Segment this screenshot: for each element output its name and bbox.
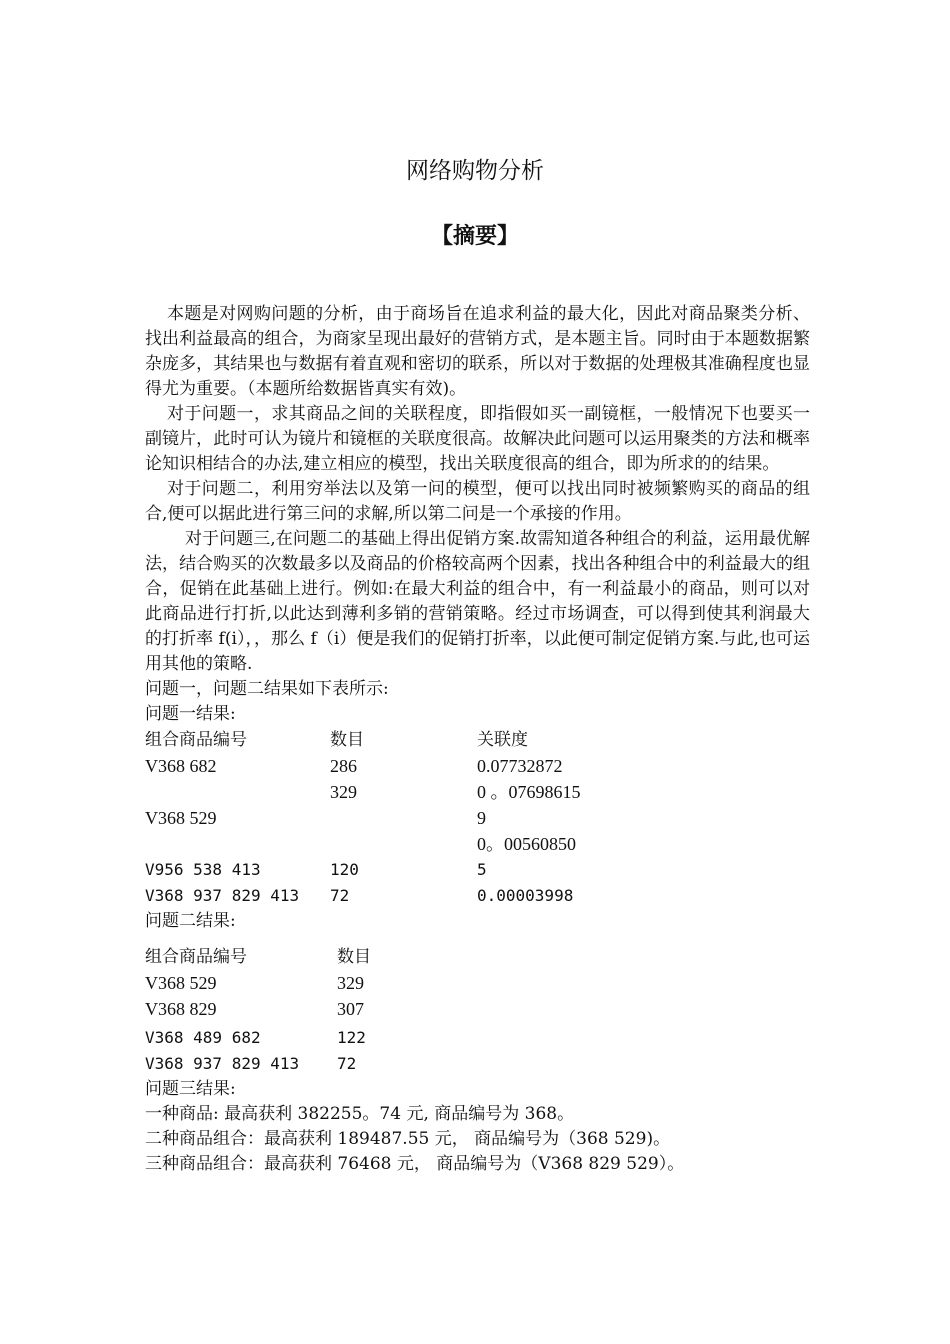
q1-association: 0.07732872 xyxy=(477,756,563,776)
table-row xyxy=(145,779,810,805)
paragraph-question-1: 对于问题一，求其商品之间的关联程度，即指假如买一副镜框，一般情况下也要买一副镜片，此时可认为镜片和镜框的关联度很高。故解决此问题可以运用聚类的方法和概率论知识相结合的办法,建立相应的模型，找出关联度很高的组合，即为所求的的结果。 xyxy=(145,404,810,474)
table-row xyxy=(145,805,810,831)
q1-count: 120 xyxy=(330,860,359,879)
q3-result-one-item: 一种商品: 最高获利 382255。74 元, 商品编号为 368。 xyxy=(145,1104,575,1124)
q2-header-combo: 组合商品编号 xyxy=(145,947,247,967)
q2-count: 72 xyxy=(337,1054,357,1073)
table-row xyxy=(145,857,810,883)
q1-combo: V368 937 829 413 xyxy=(145,886,300,905)
q3-result-two-items: 二种商品组合：最高获利 189487.55 元， 商品编号为（368 529)。 xyxy=(145,1129,671,1149)
q3-result-three-items: 三种商品组合：最高获利 76468 元， 商品编号为（V368 829 529）。 xyxy=(145,1154,685,1174)
q1-association: 5 xyxy=(477,860,487,879)
q2-header-row xyxy=(145,944,810,970)
q1-header-combo: 组合商品编号 xyxy=(145,730,247,750)
q1-combo: V368 529 xyxy=(145,808,217,828)
table-row xyxy=(145,831,810,857)
q1-association: 0 。07698615 xyxy=(477,782,581,802)
q3-heading: 问题三结果: xyxy=(145,1079,236,1099)
q1-count: 329 xyxy=(330,782,357,802)
q1-combo: V368 682 xyxy=(145,756,217,776)
results-intro: 问题一，问题二结果如下表所示: xyxy=(145,679,389,699)
q1-count: 286 xyxy=(330,756,357,776)
table-row xyxy=(145,753,810,779)
table-row xyxy=(145,996,810,1022)
q2-heading: 问题二结果: xyxy=(145,911,236,931)
q1-combo: V956 538 413 xyxy=(145,860,261,879)
table-row xyxy=(145,970,810,996)
table-row xyxy=(145,1025,810,1051)
q2-combo: V368 937 829 413 xyxy=(145,1054,300,1073)
q2-combo: V368 529 xyxy=(145,973,217,993)
q1-heading: 问题一结果: xyxy=(145,704,236,724)
document-title: 网络购物分析 xyxy=(406,158,544,184)
q1-count: 72 xyxy=(330,886,350,905)
paragraph-question-3: 对于问题三,在问题二的基础上得出促销方案.故需知道各种组合的利益，运用最优解法，结合购买的次数最多以及商品的价格较高两个因素，找出各种组合中的利益最大的组合，促销在此基础上进行。例如:在最大利益的组合中，有一利益最小的商品，则可以对此商品进行打折,以此达到薄利多销的营销策略。经过市场调查，可以得到使其利润最大的打折率 f(i），，那么 f（i）便是我们的促销打折率，以此便可制定促销方案.与此,也可运用其他的策略. xyxy=(145,529,810,674)
q2-combo: V368 829 xyxy=(145,999,217,1019)
document-body xyxy=(145,302,810,1177)
q1-association: 0。00560850 xyxy=(477,834,576,854)
abstract-heading: 【摘要】 xyxy=(430,224,519,249)
q2-table xyxy=(145,944,810,1077)
q1-table xyxy=(145,727,810,909)
q1-header-count: 数目 xyxy=(330,730,364,750)
q2-header-count: 数目 xyxy=(337,947,371,967)
q2-combo: V368 489 682 xyxy=(145,1028,261,1047)
paragraph-question-2: 对于问题二，利用穷举法以及第一问的模型，便可以找出同时被频繁购买的商品的组合,便可以据此进行第三问的求解,所以第二问是一个承接的作用。 xyxy=(145,479,810,524)
q2-count: 307 xyxy=(337,999,364,1019)
q1-header-association: 关联度 xyxy=(477,730,528,750)
q2-count: 122 xyxy=(337,1028,366,1047)
q1-association: 0.00003998 xyxy=(477,886,574,905)
q1-header-row xyxy=(145,727,810,753)
paragraph-intro: 本题是对网购问题的分析，由于商场旨在追求利益的最大化，因此对商品聚类分析、找出利益最高的组合，为商家呈现出最好的营销方式，是本题主旨。同时由于本题数据繁杂庞多，其结果也与数据有着直观和密切的联系，所以对于数据的处理极其准确程度也显得尤为重要。（本题所给数据皆真实有效)。 xyxy=(145,304,810,399)
q1-association: 9 xyxy=(477,808,486,828)
q2-count: 329 xyxy=(337,973,364,993)
table-row xyxy=(145,883,810,909)
table-row xyxy=(145,1051,810,1077)
